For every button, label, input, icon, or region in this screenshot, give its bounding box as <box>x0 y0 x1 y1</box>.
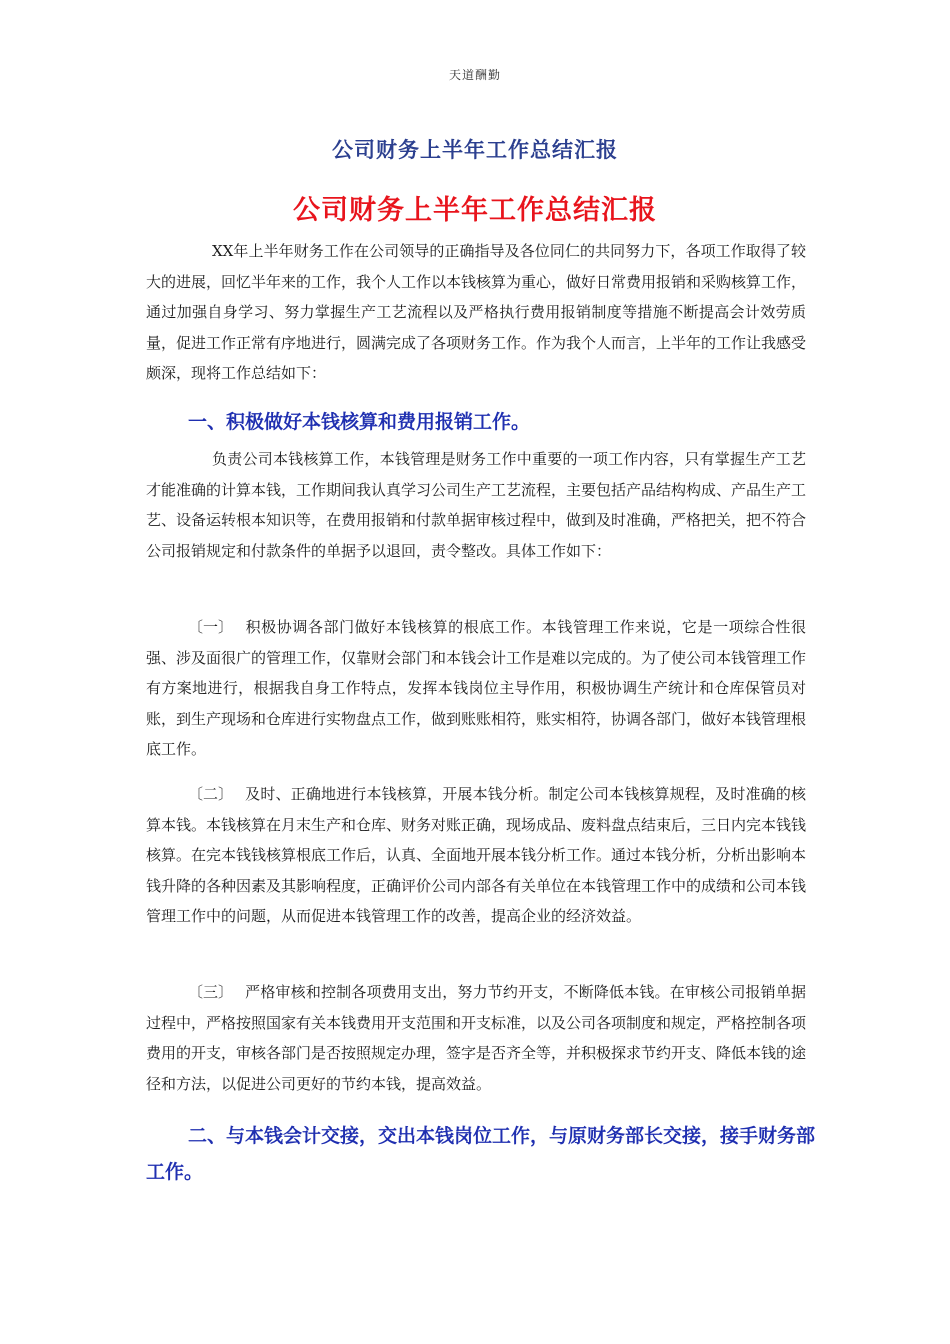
intro-paragraph: XX年上半年财务工作在公司领导的正确指导及各位同仁的共同努力下，各项工作取得了较大的进展，回忆半年来的工作，我个人工作以本钱核算为重心，做好日常费用报销和采购核算工作，通过加强自身学习、努力掌握生产工艺流程以及严格执行费用报销制度等措施不断提高会计效劳质量，促进工作正常有序地进行，圆满完成了各项财务工作。作为我个人而言，上半年的工作让我感受颇深，现将工作总结如下： <box>146 242 807 382</box>
item-2-text: 及时、正确地进行本钱核算，开展本钱分析。制定公司本钱核算规程，及时准确的核算本钱。本钱核算在月末生产和仓库、财务对账正确，现场成品、废料盘点结束后，三日内完本钱钱核算。在完本钱钱核算根底工作后，认真、全面地开展本钱分析工作。通过本钱分析，分析出影响本钱升降的各种因素及其影响程度，正确评价公司内部各有关单位在本钱管理工作中的成绩和公司本钱管理工作中的问题，从而促进本钱管理工作的改善，提高企业的经济效益。 <box>146 785 807 925</box>
section2-heading: 二、与本钱会计交接，交出本钱岗位工作，与原财务部长交接，接手财务部工作。 <box>146 1125 816 1183</box>
section1-item-1 <box>146 612 806 765</box>
item-1-marker: 〔一〕 <box>188 618 234 636</box>
header-note: 天道酬勤 <box>448 68 501 82</box>
item-3-text: 严格审核和控制各项费用支出，努力节约开支，不断降低本钱。在审核公司报销单据过程中，严格按照国家有关本钱费用开支范围和开支标准，以及公司各项制度和规定，严格控制各项费用的开支，审核各部门是否按照规定办理，签字是否齐全等，并积极探求节约开支、降低本钱的途径和方法，以促进公司更好的节约本钱，提高效益。 <box>146 983 807 1093</box>
item-2-marker: 〔二〕 <box>188 785 234 803</box>
document-title-large: 公司财务上半年工作总结汇报 <box>293 195 657 226</box>
section1-item-3 <box>146 977 806 1099</box>
document-title-small: 公司财务上半年工作总结汇报 <box>332 138 618 162</box>
section1-body: 负责公司本钱核算工作，本钱管理是财务工作中重要的一项工作内容，只有掌握生产工艺才能准确的计算本钱，工作期间我认真学习公司生产工艺流程，主要包括产品结构构成、产品生产工艺、设备运转根本知识等，在费用报销和付款单据审核过程中，做到及时准确，严格把关，把不符合公司报销规定和付款条件的单据予以退回，责令整改。具体工作如下： <box>146 450 807 560</box>
section1-item-2 <box>146 779 806 932</box>
section1-heading: 一、积极做好本钱核算和费用报销工作。 <box>188 411 531 433</box>
item-1-text: 积极协调各部门做好本钱核算的根底工作。本钱管理工作来说，它是一项综合性很强、涉及面很广的管理工作，仅靠财会部门和本钱会计工作是难以完成的。为了使公司本钱管理工作有方案地进行，根据我自身工作特点，发挥本钱岗位主导作用，积极协调生产统计和仓库保管员对账，到生产现场和仓库进行实物盘点工作，做到账账相符，账实相符，协调各部门，做好本钱管理根底工作。 <box>146 618 807 758</box>
item-3-marker: 〔三〕 <box>188 983 234 1001</box>
